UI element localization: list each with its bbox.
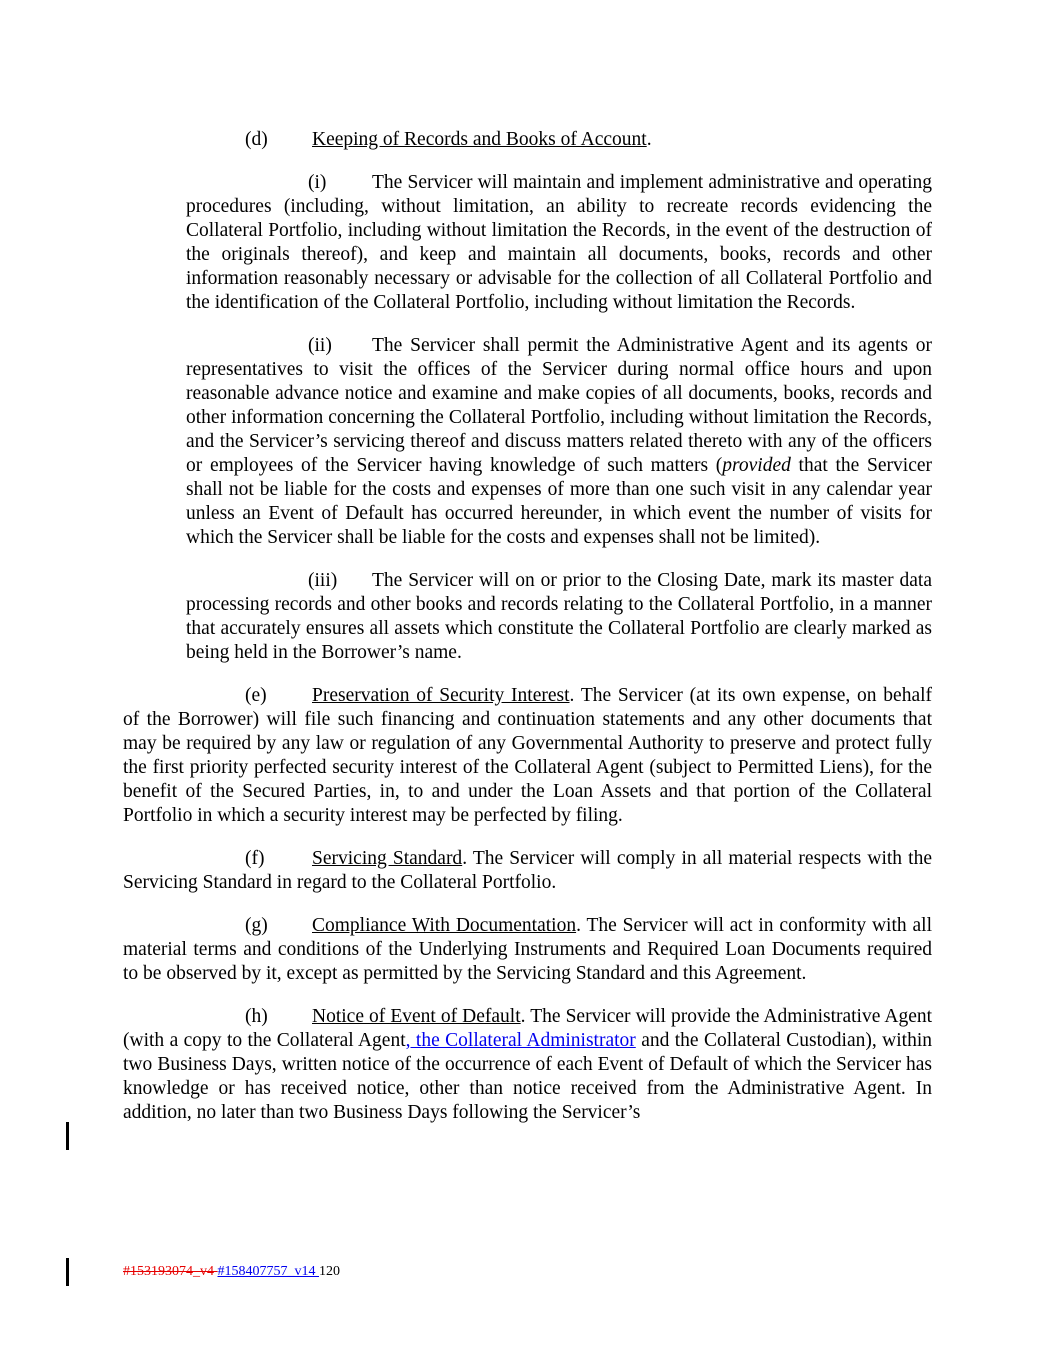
paragraph-d-ii [186, 334, 932, 550]
inserted-doc-ref: #158407757_v14 [217, 1264, 319, 1279]
clause-text: The Servicer will provide the Administrative Agent (with a copy to the Collateral Agent [123, 1006, 933, 1051]
deleted-doc-ref: #153193074_v4 [123, 1264, 218, 1279]
clause-text: The Servicer will comply in all material respects with the Servicing Standard in regard to the Collateral Portfolio. [123, 848, 932, 893]
heading-period: . [462, 848, 468, 869]
change-bar [66, 1258, 69, 1286]
clause-label: (iii) [308, 570, 338, 591]
clause-label: (d) [245, 129, 268, 150]
heading-period: . [576, 915, 581, 936]
paragraph-d [123, 128, 932, 152]
clause-text: and the Collateral Custodian), within two Business Days, written notice of the occurrence of each Event of Default of which the Servicer has knowledge or has received notice, other than notice received from the Administrative Agent. In addition, no later than two Business Days following the Servicer’s [123, 1030, 932, 1123]
section-heading: Preservation of Security Interest [312, 685, 570, 706]
paragraph-f [123, 847, 932, 895]
clause-label: (ii) [308, 335, 332, 356]
clause-text: The Servicer shall permit the Administrative Agent and its agents or representatives to visit the offices of the Servicer during normal office hours and upon reasonable advance notice and examine and make copies of all documents, books, records and other information concerning the Collateral Portfolio, including without limitation the Records, and the Servicer’s servicing thereof and discuss matters related thereto with any of the officers or employees of the Servicer having knowledge of such matters ( [186, 335, 932, 476]
clause-text: The Servicer will maintain and implement administrative and operating procedures (including, without limitation, an ability to recreate records evidencing the Collateral Portfolio, including without limitation the Records, in the event of the destruction of the originals thereof), and keep and maintain all documents, books, records and other information reasonably necessary or advisable for the collection of all Collateral Portfolio and the identification of the Collateral Portfolio, including without limitation the Records. [186, 172, 932, 313]
clause-text: The Servicer will act in conformity with all material terms and conditions of the Underlying Instruments and Required Loan Documents required to be observed by it, except as permitted by the Servicing Standard and this Agreement. [123, 915, 932, 984]
paragraph-h [123, 1005, 932, 1125]
clause-label: (h) [245, 1006, 268, 1027]
heading-period: . [520, 1006, 526, 1027]
paragraph-d-iii [186, 569, 932, 665]
section-heading: Keeping of Records and Books of Account [312, 129, 647, 150]
clause-label: (i) [308, 172, 327, 193]
section-heading: Notice of Event of Default [312, 1006, 521, 1027]
clause-text: The Servicer will on or prior to the Closing Date, mark its master data processing records and other books and records relating to the Collateral Portfolio, in a manner that accurately ensures all assets which constitute the Collateral Portfolio are clearly marked as being held in the Borrower’s name. [186, 570, 932, 663]
clause-label: (g) [245, 915, 268, 936]
section-heading: Compliance With Documentation [312, 915, 577, 936]
change-bar [66, 1122, 69, 1150]
section-heading: Servicing Standard [312, 848, 463, 869]
paragraph-e [123, 684, 932, 828]
tracked-insertion: , the Collateral Administrator [405, 1030, 636, 1051]
page-footer [123, 1263, 340, 1281]
clause-text: that the Servicer shall not be liable for the costs and expenses of more than one such visit in any calendar year unless an Event of Default has occurred hereunder, in which event the number of visits for which the Servicer shall be liable for the costs and expenses shall not be limited). [186, 455, 932, 548]
clause-text: The Servicer (at its own expense, on behalf of the Borrower) will file such financing and continuation statements and any other documents that may be required by any law or regulation of any Governmental Authority to preserve and protect fully the first priority perfected security interest of the Collateral Agent (subject to Permitted Liens), for the benefit of the Secured Parties, in, to and under the Loan Assets and that portion of the Collateral Portfolio in which a security interest may be perfected by filing. [123, 685, 933, 826]
page-number: 120 [319, 1264, 340, 1279]
paragraph-d-i [186, 171, 932, 315]
paragraph-g [123, 914, 932, 986]
italic-term: provided [722, 455, 791, 476]
clause-label: (f) [245, 848, 265, 869]
clause-label: (e) [245, 685, 267, 706]
heading-period: . [569, 685, 575, 706]
heading-period: . [646, 129, 652, 150]
document-content [123, 0, 932, 1144]
